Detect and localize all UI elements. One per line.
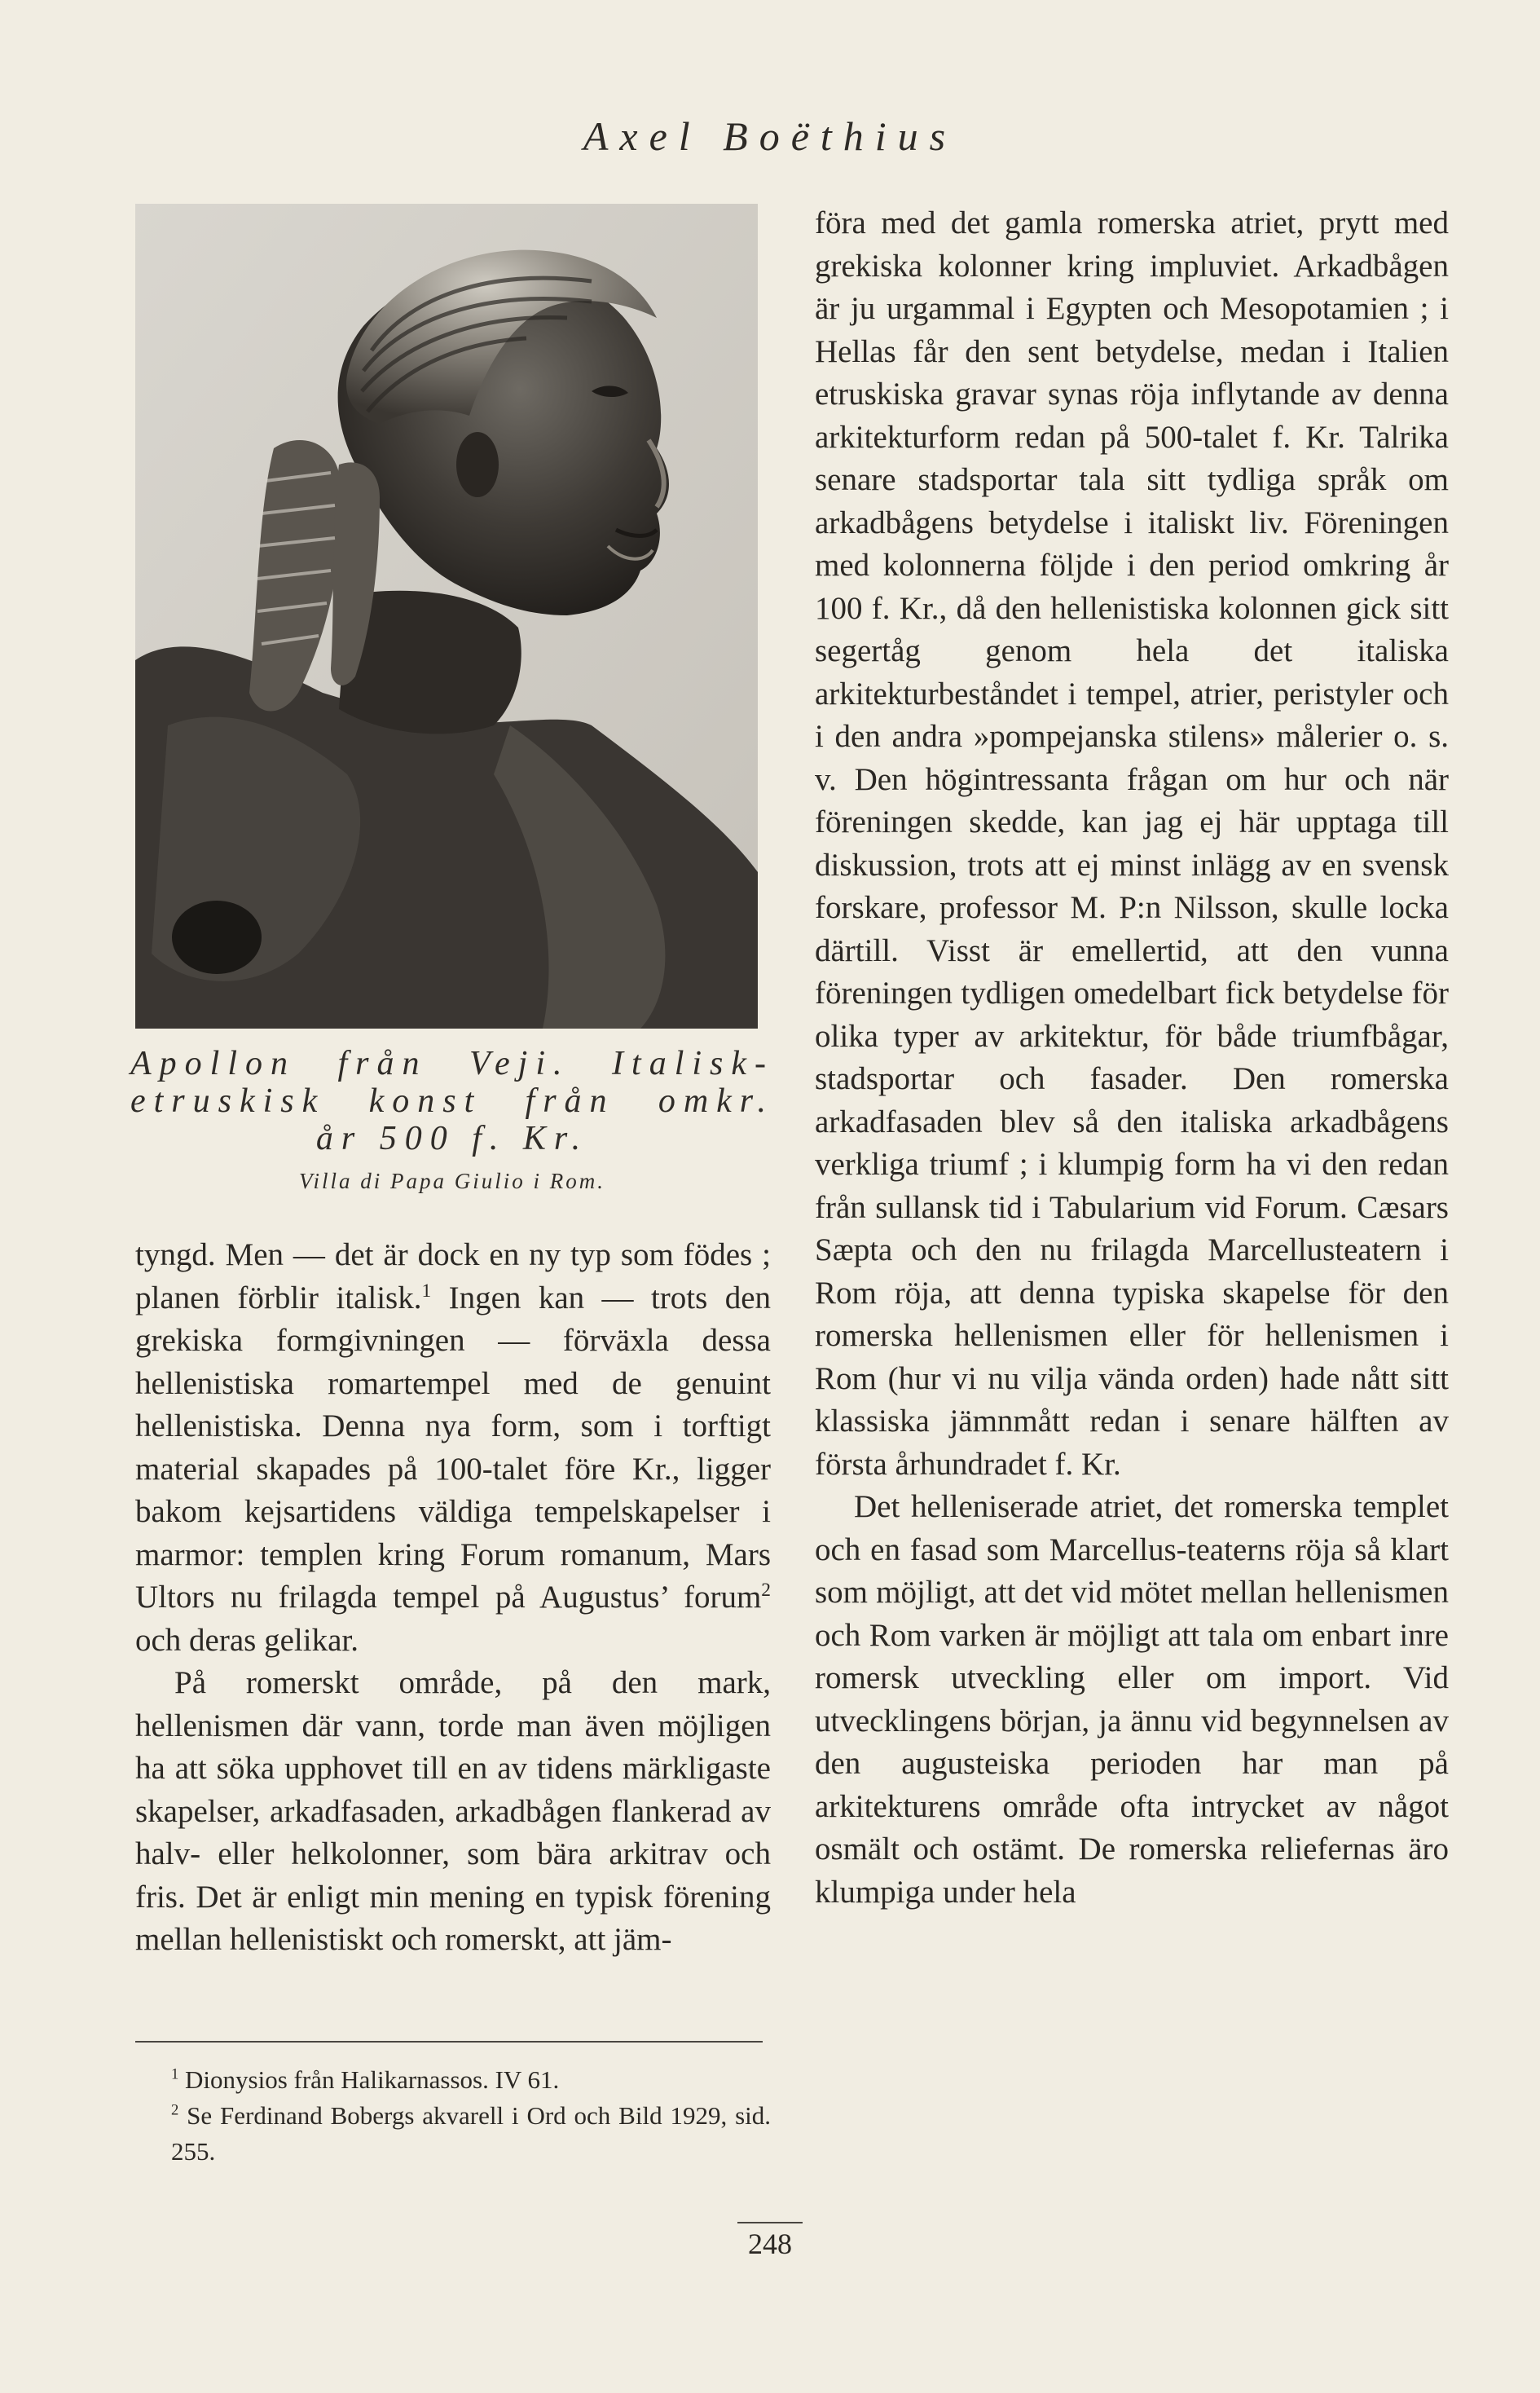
footnote-ref-1: 1 — [421, 1280, 432, 1302]
caption-line-3: år 500 f. Kr. — [315, 1120, 589, 1157]
footnote-2 — [135, 2098, 771, 2170]
page-number: 248 — [737, 2222, 803, 2261]
left-paragraph-2: På romerskt område, på den mark, hellenismen där vann, torde man även möjligen ha att söka upphovet till en av tidens märkligaste skapelser, arkadfasaden, arkadbågen flankerad av halv- eller helkolonner, som bära arkitrav och fris. Det är enligt min mening en typisk förening mellan hellenistiskt och romerskt, att jäm- — [135, 1665, 771, 1957]
left-paragraph-1 — [135, 1234, 771, 1662]
caption-location: Villa di Papa Giulio i Rom. — [299, 1169, 605, 1193]
caption-line-2: etruskisk konst från omkr. — [130, 1082, 774, 1120]
footnote-2-text: Se Ferdinand Bobergs akvarell i Ord och Bild 1929, sid. 255. — [171, 2101, 771, 2166]
caption-line-1: Apollon från Veji. Italisk- — [130, 1045, 774, 1082]
bust-photograph-icon — [135, 204, 758, 1029]
left-p1-text-c: och deras gelikar. — [135, 1622, 359, 1658]
footnote-1-text: Dionysios från Halikarnassos. IV 61. — [178, 2065, 560, 2094]
footnote-1-marker: 1 — [171, 2065, 179, 2083]
figure-caption — [130, 1045, 774, 1194]
apollo-bust-photograph — [135, 204, 758, 1029]
footnote-2-marker: 2 — [171, 2101, 179, 2119]
footnote-1 — [135, 2062, 771, 2098]
footnote-ref-2: 2 — [761, 1580, 771, 1601]
footnote-rule — [135, 2041, 763, 2043]
running-head: Axel Boëthius — [583, 113, 957, 159]
left-column — [135, 1234, 771, 1962]
right-column — [815, 202, 1449, 1914]
left-p1-text-b: Ingen kan — trots den grekiska formgivningen — förväxla dessa hellenistiska romartempel med de genuint hellenistiska. Denna nya form, som i torftigt material skapades på 100-talet före Kr., ligger bakom kejsartidens väldiga tempelskapelser i marmor: templen kring Forum romanum, Mars Ultors nu frilagda tempel på Augustus’ forum — [135, 1280, 771, 1615]
footnotes — [135, 2062, 771, 2170]
right-paragraph-2: Det helleniserade atriet, det romerska templet och en fasad som Marcellus-teaterns röja så klart som möjligt, att det vid mötet mellan hellenismen och Rom varken är möjligt att tala om enbart inre romersk utveckling eller om import. Vid utvecklingens början, ja ännu vid begynnelsen av den augusteiska perioden har man på arkitekturens område ofta intrycket av något osmält och ostämt. De romerska reliefernas äro klumpiga under hela — [815, 1489, 1449, 1910]
left-p1-text-a: tyngd. Men — det är dock en ny typ som födes ; planen förblir italisk. — [135, 1237, 771, 1315]
right-paragraph-1: föra med det gamla romerska atriet, prytt med grekiska kolonner kring impluviet. Arkadbågen är ju urgammal i Egypten och Mesopotamien ; i Hellas får den sent betydelse, medan i Italien etruskiska gravar synas röja inflytande av denna arkitekturform redan på 500-talet f. Kr. Talrika senare stadsportar tala sitt tydliga språk om arkadbågens betydelse i italiskt liv. Föreningen med kolonnerna följde i den period omkring år 100 f. Kr., då den hellenistiska kolonnen gick sitt segertåg genom hela det italiska arkitekturbeståndet i tempel, atrier, peristyler och i den andra »pompejanska stilens» målerier o. s. v. Den högintressanta frågan om hur och när föreningen skedde, kan jag ej här upptaga till diskussion, trots att ej minst inlägg av en svensk forskare, professor M. P:n Nilsson, skulle locka därtill. Visst är emellertid, att den vunna föreningen tydligen omedelbart fick betydelse för olika typer av arkitektur, för både triumfbågar, stadsportar och fasader. Den romerska arkadfasaden blev så den italiska arkadbågens verkliga triumf ; i klumpig form ha vi den redan från sullansk tid i Tabularium vid Forum. Cæsars Sæpta och den nu frilagda Marcellusteatern i Rom röja, att denna typiska skapelse för den romerska hellenismen eller för hellenismen i Rom (hur vi nu vilja vända orden) hade nått sitt klassiska jämnmått redan i senare hälften av första århundradet f. Kr. — [815, 205, 1449, 1482]
